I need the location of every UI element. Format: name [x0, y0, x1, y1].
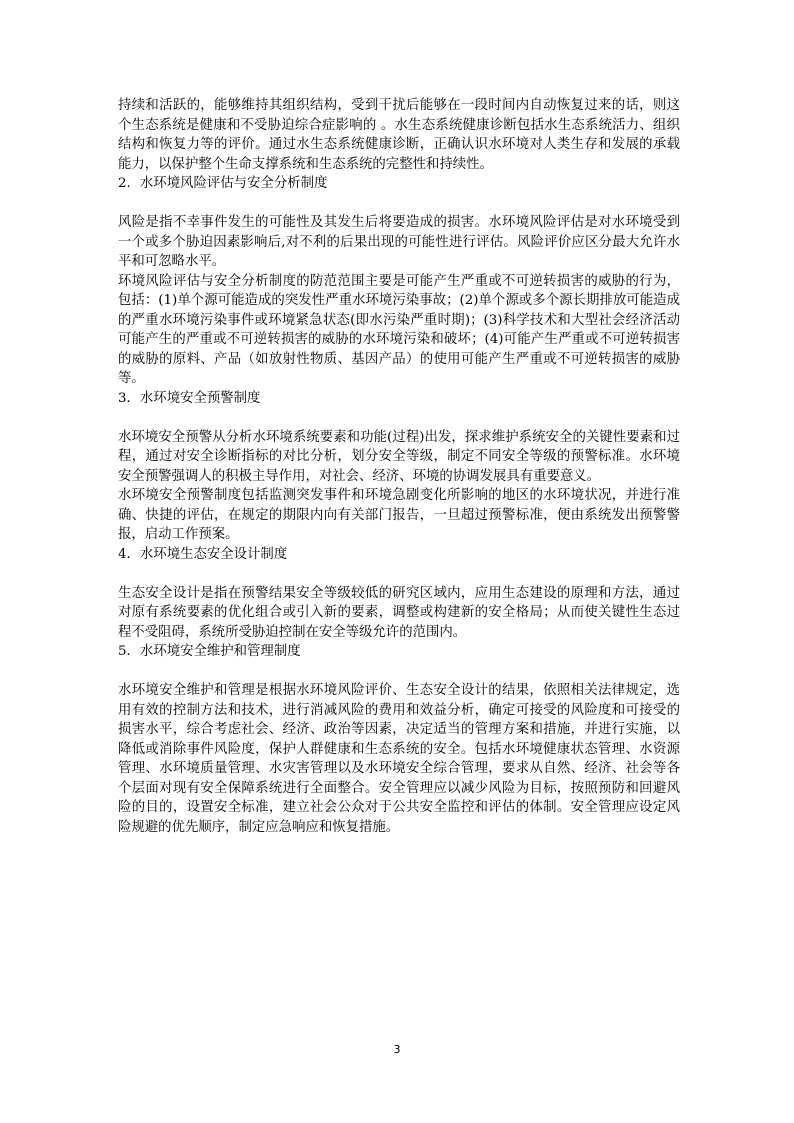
- heading-early-warning: 3．水环境安全预警制度: [118, 390, 261, 406]
- heading-maintenance-management: 5．水环境安全维护和管理制度: [118, 644, 301, 659]
- blank-line: [118, 662, 680, 682]
- blank-line: [118, 194, 680, 214]
- page-number: 3: [393, 1043, 401, 1056]
- blank-line: [118, 408, 680, 428]
- paragraph-risk-scope: 环境风险评估与安全分析制度的防范范围主要是可能产生严重或不可逆转损害的威胁的行为，包括：(1)单个源可能造成的突发性严重水环境污染事故；(2)单个源或多个源长期排放可能造成的严重水环境污染事件或环境紧急状态(即水污染严重时期)；(3)科学技术和大型社会经济活动可能产生的严重或不可逆转损害的威胁的水环境污染和破坏；(4)可能产生严重或不可逆转损害的威胁的原料、产品（如放射性物质、基因产品）的使用可能产生严重或不可逆转损害的威胁等。: [118, 273, 680, 386]
- paragraph-maintenance-management: 水环境安全维护和管理是根据水环境风险评价、生态安全设计的结果，依照相关法律规定，选用有效的控制方法和技术，进行消减风险的费用和效益分析，确定可接受的风险度和可接受的损害水平，综合考虑社会、经济、政治等因素，决定适当的管理方案和措施，并进行实施，以降低或消除事件风险度，保护人群健康和生态系统的安全。包括水环境健康状态管理、水资源管理、水环境质量管理、水灾害管理以及水环境安全综合管理，要求从自然、经济、社会等各个层面对现有安全保障系统进行全面整合。安全管理应以减少风险为目标，按照预防和回避风险的目的，设置安全标准，建立社会公众对于公共安全监控和评估的体制。安全管理应设定风险规避的优先顺序，制定应急响应和恢复措施。: [118, 683, 680, 835]
- paragraph-risk-definition: 风险是指不幸事件发生的可能性及其发生后将要造成的损害。水环境风险评估是对水环境受到一个或多个胁迫因素影响后,对不利的后果出现的可能性进行评估。风险评价应区分最大允许水平和可忽略水平。: [118, 215, 680, 269]
- paragraph-ecosystem-health: 持续和活跃的，能够维持其组织结构，受到干扰后能够在一段时间内自动恢复过来的话，则这个生态系统是健康和不受胁迫综合症影响的 。水生态系统健康诊断包括水生态系统活力、组织结构和恢复力等的评价。通过水生态系统健康诊断，正确认识水环境对人类生存和发展的承载能力，以保护整个生命支撑系统和生态系统的完整性和持续性。: [118, 98, 680, 172]
- document-body: [118, 96, 680, 837]
- paragraph-early-warning-definition: 水环境安全预警从分析水环境系统要素和功能(过程)出发，探求维护系统安全的关键性要素和过程，通过对安全诊断指标的对比分析，划分安全等级，制定不同安全等级的预警标准。水环境安全预警强调人的积极主导作用，对社会、经济、环境的协调发展具有重要意义。: [118, 429, 680, 484]
- paragraph-ecological-design: 生态安全设计是指在预警结果安全等级较低的研究区域内，应用生态建设的原理和方法，通过对原有系统要素的优化组合或引入新的要素，调整或构建新的安全格局；从而使关键性生态过程不受阻碍，系统所受胁迫控制在安全等级允许的范围内。: [118, 585, 680, 640]
- heading-risk-assessment: 2．水环境风险评估与安全分析制度: [118, 176, 328, 191]
- blank-line: [118, 564, 680, 584]
- paragraph-early-warning-system: 水环境安全预警制度包括监测突发事件和环境急剧变化所影响的地区的水环境状况，并进行准确、快捷的评估，在规定的期限内向有关部门报告，一旦超过预警标准，便由系统发出预警警报，启动工作预案。: [118, 488, 680, 542]
- heading-ecological-design: 4．水环境生态安全设计制度: [118, 546, 288, 562]
